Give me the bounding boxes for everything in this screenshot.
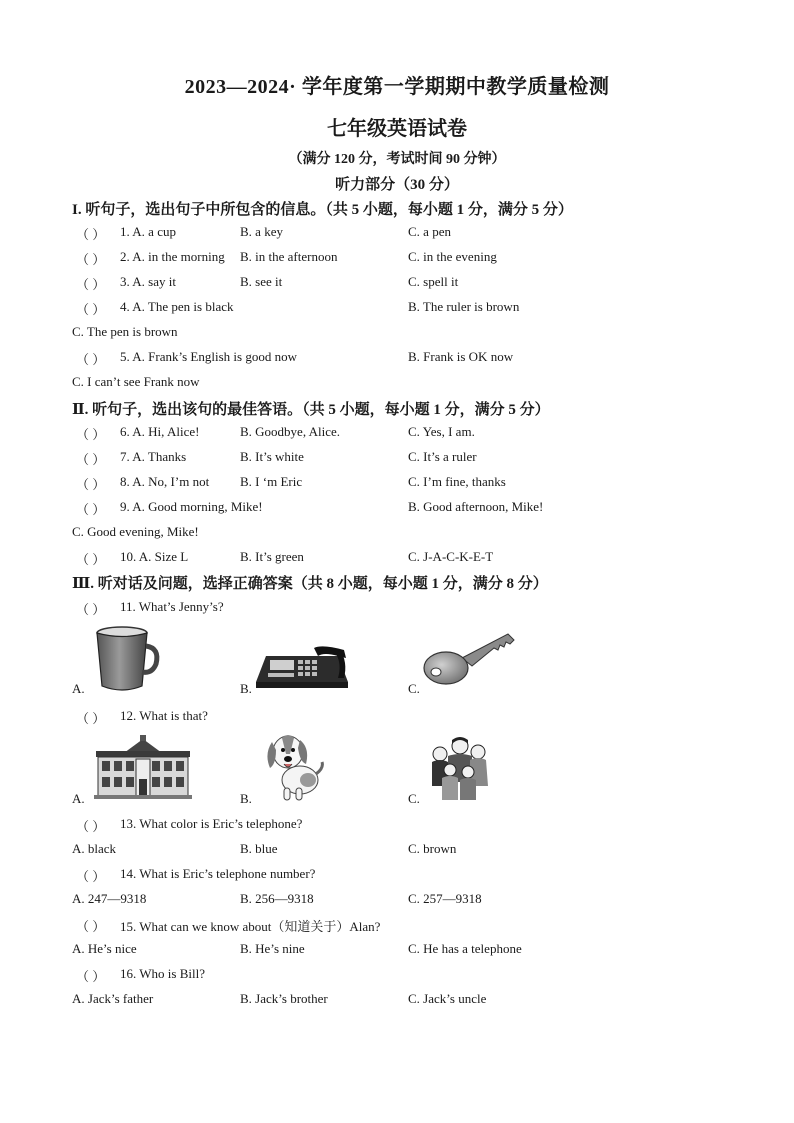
answer-blank[interactable]: （ ） xyxy=(76,227,106,242)
school-building-image xyxy=(94,735,192,799)
option-a: 2. A. in the morning xyxy=(120,249,225,264)
question-4 xyxy=(0,299,794,319)
option-a: 7. A. Thanks xyxy=(120,449,187,464)
option-a: 4. A. The pen is black xyxy=(120,299,234,314)
option-c: C. I’m fine, thanks xyxy=(408,474,506,489)
option-c: C. 257—9318 xyxy=(408,891,482,906)
option-a: A. 247—9318 xyxy=(72,891,147,906)
question-7 xyxy=(0,449,794,469)
question-6 xyxy=(0,424,794,444)
option-a: 6. A. Hi, Alice! xyxy=(120,424,200,439)
key-image xyxy=(420,628,520,690)
answer-blank[interactable]: （ ） xyxy=(76,277,106,292)
option-b: B. Jack’s brother xyxy=(240,991,328,1006)
answer-blank[interactable]: （ ） xyxy=(76,477,106,492)
section-3-heading: Ⅲ. 听对话及问题，选择正确答案（共 8 小题，每小题 1 分，满分 8 分） xyxy=(72,576,548,592)
question-4-cont xyxy=(0,324,794,344)
option-a-label: A. xyxy=(72,681,85,696)
question-1 xyxy=(0,224,794,244)
option-a: 1. A. a cup xyxy=(120,224,176,239)
answer-blank[interactable]: （ ） xyxy=(76,352,106,367)
option-b: B. see it xyxy=(240,274,283,289)
option-b: B. He’s nine xyxy=(240,941,305,956)
dog-image xyxy=(262,728,326,802)
question-3 xyxy=(0,274,794,294)
option-b: B. Goodbye, Alice. xyxy=(240,424,341,439)
question-9-cont xyxy=(0,524,794,544)
listening-part-heading: 听力部分（30 分） xyxy=(335,177,459,193)
option-b: B. The ruler is brown xyxy=(408,299,520,314)
question-stem: 13. What color is Eric’s telephone? xyxy=(120,816,303,831)
option-c: C. in the evening xyxy=(408,249,497,264)
answer-blank[interactable]: （ ） xyxy=(76,869,106,884)
option-b: B. a key xyxy=(240,224,283,239)
question-stem: 14. What is Eric’s telephone number? xyxy=(120,866,316,881)
answer-blank[interactable]: （ ） xyxy=(76,711,106,726)
option-a: 9. A. Good morning, Mike! xyxy=(120,499,263,514)
answer-blank[interactable]: （ ） xyxy=(76,302,106,317)
option-a: 5. A. Frank’s English is good now xyxy=(120,349,297,364)
question-16 xyxy=(0,966,794,986)
question-13-options xyxy=(0,841,794,861)
option-c: C. a pen xyxy=(408,224,451,239)
exam-title: 2023—2024· 学年度第一学期期中教学质量检测 xyxy=(184,76,610,98)
option-c: C. Good evening, Mike! xyxy=(72,524,199,539)
option-c: C. Yes, I am. xyxy=(408,424,475,439)
question-2 xyxy=(0,249,794,269)
score-info: （满分 120 分，考试时间 90 分钟） xyxy=(288,152,506,167)
answer-blank[interactable]: （ ） xyxy=(76,452,106,467)
exam-subtitle: 七年级英语试卷 xyxy=(327,118,467,140)
section-2-heading: Ⅱ. 听句子，选出该句的最佳答语。（共 5 小题，每小题 1 分，满分 5 分） xyxy=(72,402,550,418)
option-a: A. black xyxy=(72,841,117,856)
option-b: B. It’s green xyxy=(240,549,304,564)
option-c: C. The pen is brown xyxy=(72,324,178,339)
option-a-label: A. xyxy=(72,791,85,806)
question-5-cont xyxy=(0,374,794,394)
option-a: A. Jack’s father xyxy=(72,991,154,1006)
option-a: 8. A. No, I’m not xyxy=(120,474,210,489)
cup-image xyxy=(92,624,162,694)
option-b: B. I ‘m Eric xyxy=(240,474,303,489)
answer-blank[interactable]: （ ） xyxy=(76,602,106,617)
question-9 xyxy=(0,499,794,519)
answer-blank[interactable]: （ ） xyxy=(76,969,106,984)
question-10 xyxy=(0,549,794,569)
option-c: C. Jack’s uncle xyxy=(408,991,487,1006)
question-stem: 16. Who is Bill? xyxy=(120,966,205,981)
answer-blank[interactable]: （ ） xyxy=(76,252,106,267)
family-image xyxy=(426,736,492,802)
option-b: B. It’s white xyxy=(240,449,304,464)
option-c: C. I can’t see Frank now xyxy=(72,374,200,389)
answer-blank[interactable]: （ ） xyxy=(76,819,106,834)
option-a: 3. A. say it xyxy=(120,274,176,289)
option-b: B. 256—9318 xyxy=(240,891,314,906)
question-14 xyxy=(0,866,794,886)
option-b: B. Frank is OK now xyxy=(408,349,514,364)
question-8 xyxy=(0,474,794,494)
question-15-options xyxy=(0,941,794,961)
question-14-options xyxy=(0,891,794,911)
option-b: B. Good afternoon, Mike! xyxy=(408,499,544,514)
option-b-label: B. xyxy=(240,791,252,806)
option-c: C. spell it xyxy=(408,274,459,289)
telephone-image xyxy=(252,642,352,692)
answer-blank[interactable]: （ ） xyxy=(76,427,106,442)
question-stem: 11. What’s Jenny’s? xyxy=(120,599,224,614)
question-5 xyxy=(0,349,794,369)
option-b: B. in the afternoon xyxy=(240,249,338,264)
answer-blank[interactable]: （ ） xyxy=(76,552,106,567)
question-15 xyxy=(0,916,794,936)
answer-blank[interactable]: （ ） xyxy=(76,502,106,517)
section-1-heading: I. 听句子，选出句子中所包含的信息。（共 5 小题，每小题 1 分，满分 5 分） xyxy=(72,202,573,218)
option-c: C. J-A-C-K-E-T xyxy=(408,549,494,564)
option-b-label: B. xyxy=(240,681,252,696)
question-12 xyxy=(0,708,794,728)
option-c-label: C. xyxy=(408,681,420,696)
option-b: B. blue xyxy=(240,841,278,856)
option-a: 10. A. Size L xyxy=(120,549,189,564)
option-c: C. brown xyxy=(408,841,457,856)
question-16-options xyxy=(0,991,794,1011)
option-c: C. It’s a ruler xyxy=(408,449,477,464)
option-c: C. He has a telephone xyxy=(408,941,522,956)
option-a: A. He’s nice xyxy=(72,941,137,956)
answer-blank[interactable]: （ ） xyxy=(76,919,106,934)
question-13 xyxy=(0,816,794,836)
option-c-label: C. xyxy=(408,791,420,806)
question-11 xyxy=(0,599,794,619)
question-stem: 12. What is that? xyxy=(120,708,208,723)
question-stem: 15. What can we know about（知道关于）Alan? xyxy=(120,919,381,934)
